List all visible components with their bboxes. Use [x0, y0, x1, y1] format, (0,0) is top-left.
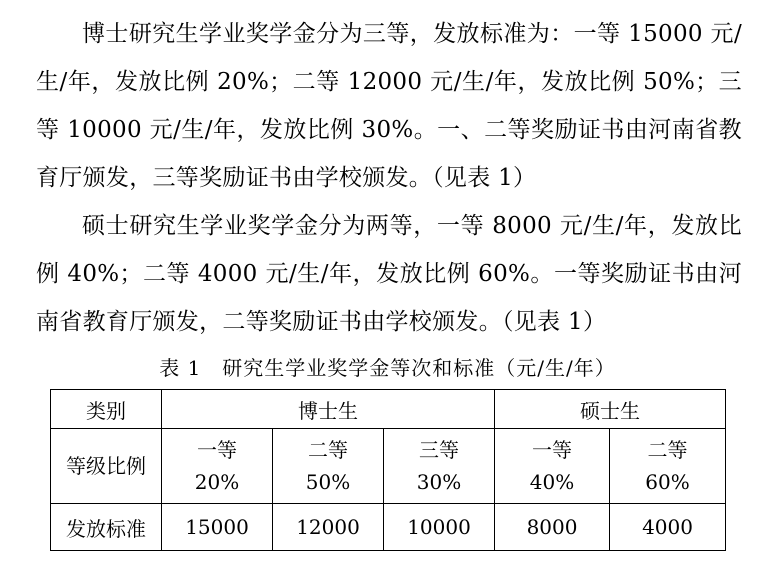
group-doctoral: 博士生	[162, 390, 495, 429]
level-name: 二等	[647, 438, 688, 462]
level-name: 三等	[419, 438, 459, 462]
level-cell	[610, 429, 726, 504]
level-name: 二等	[308, 438, 348, 462]
amount-cell: 8000	[495, 504, 610, 551]
amount-cell: 4000	[610, 504, 726, 551]
amount-label: 发放标准	[51, 504, 162, 551]
amount-cell: 10000	[384, 504, 495, 551]
category-label: 类别	[51, 390, 162, 429]
level-ratio: 20%	[194, 470, 240, 494]
group-masters: 硕士生	[495, 390, 726, 429]
level-cell	[384, 429, 495, 504]
paragraph-masters: 硕士研究生学业奖学金分为两等，一等 8000 元/生/年，发放比例 40%；二等 4000 元/生/年，发放比例 60%。一等奖励证书由河南省教育厅颁发，二等奖励证书由学校颁发。（见表 1）	[36, 213, 742, 335]
level-cell	[162, 429, 273, 504]
amount-cell: 15000	[162, 504, 273, 551]
level-name: 一等	[197, 438, 237, 462]
level-ratio-label: 等级比例	[51, 429, 162, 504]
table-level-row	[51, 429, 726, 504]
level-ratio: 30%	[416, 470, 462, 494]
table-caption: 表 1 研究生学业奖学金等次和标准（元/生/年）	[159, 356, 616, 380]
level-cell	[273, 429, 384, 504]
level-ratio: 50%	[305, 470, 351, 494]
paragraph-doctoral: 博士研究生学业奖学金分为三等，发放标准为：一等 15000 元/生/年，发放比例 20%；二等 12000 元/生/年，发放比例 50%；三等 10000 元/生/年，发放比例 30%。一、二等奖励证书由河南省教育厅颁发，三等奖励证书由学校颁发。（见表 1）	[36, 21, 742, 191]
level-ratio: 40%	[529, 470, 575, 494]
table-amount-row	[51, 504, 726, 551]
level-name: 一等	[532, 438, 573, 462]
table-header-row	[51, 390, 726, 429]
scholarship-table	[50, 389, 726, 551]
amount-cell: 12000	[273, 504, 384, 551]
level-ratio: 60%	[645, 470, 690, 494]
level-cell	[495, 429, 610, 504]
